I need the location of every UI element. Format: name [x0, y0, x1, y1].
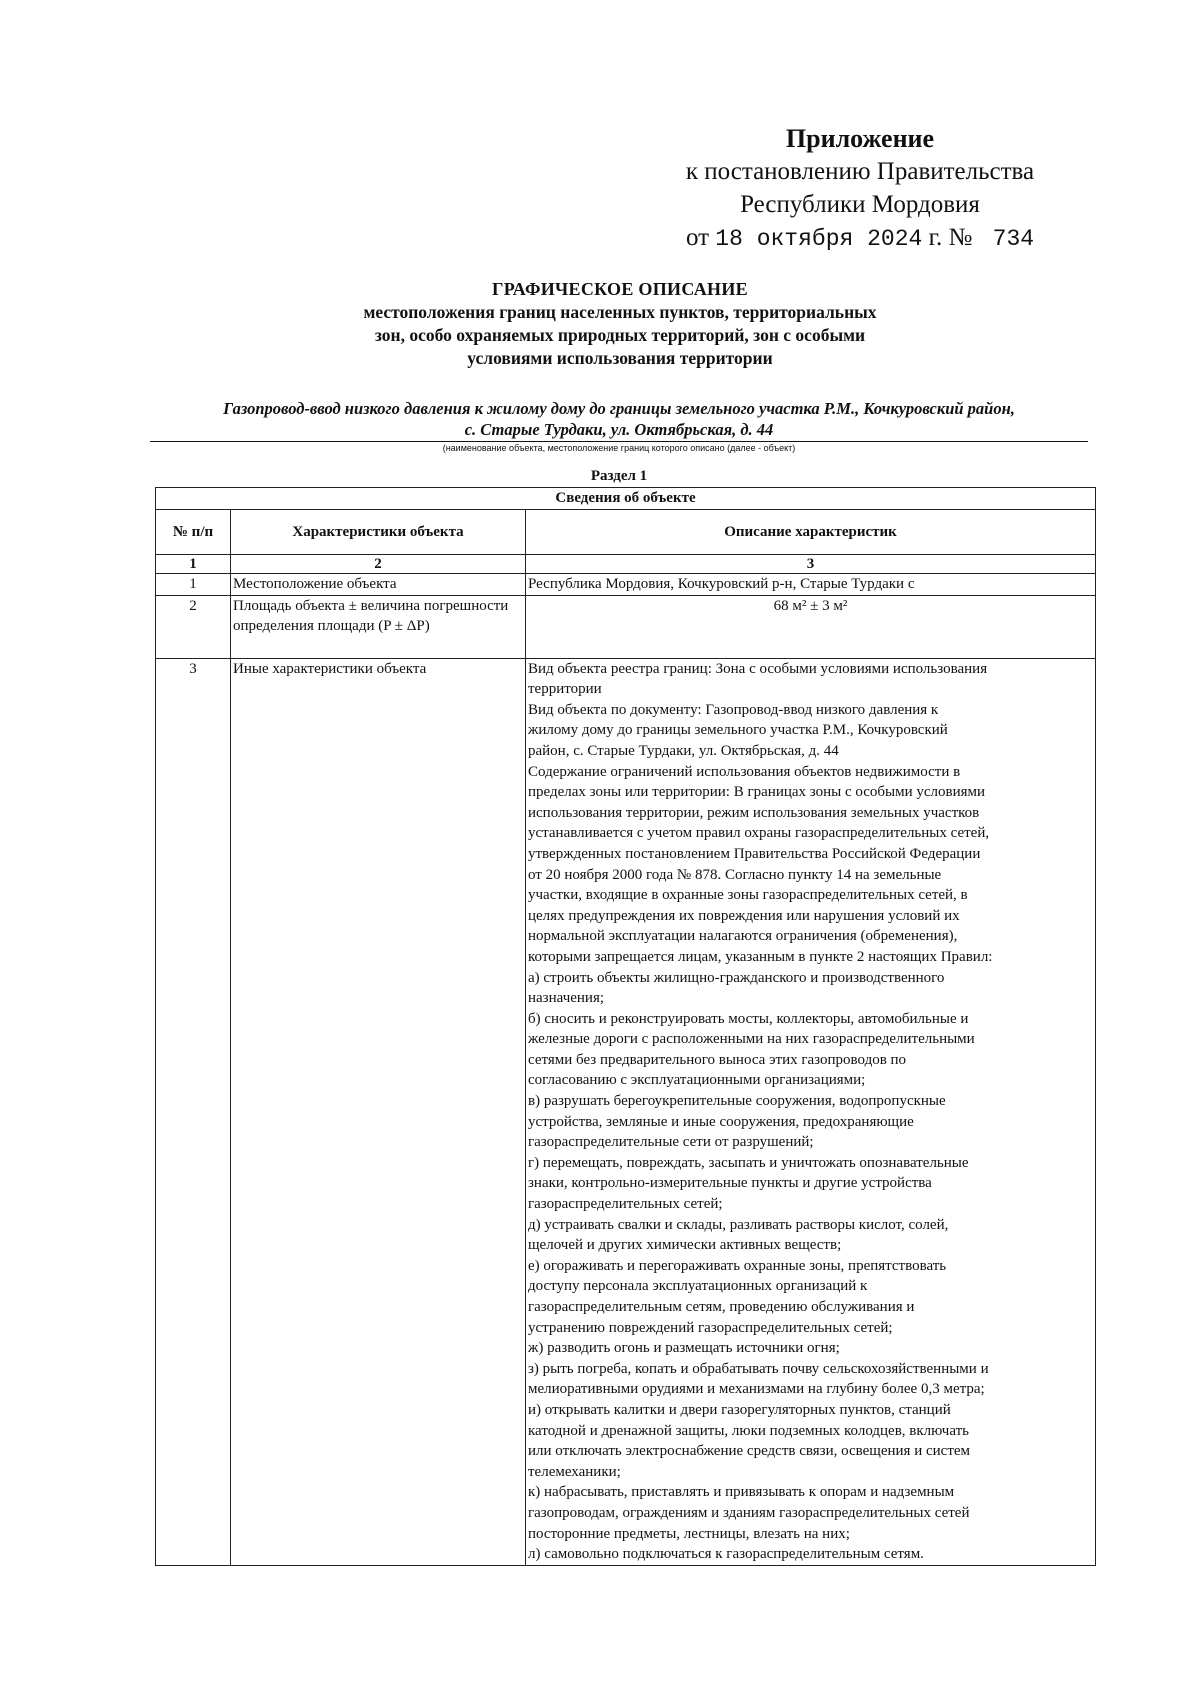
description-line: ж) разводить огонь и размещать источники огня; [528, 1340, 840, 1357]
header-num: № п/п [156, 510, 231, 555]
description-line: газораспределительных сетей; [528, 1196, 723, 1213]
subtitle-line-2: зон, особо охраняемых природных территорий, зон с особыми [374, 325, 866, 345]
description-line: г) перемещать, повреждать, засыпать и уничтожать опознавательные [528, 1154, 969, 1171]
document-title: ГРАФИЧЕСКОЕ ОПИСАНИЕ [492, 279, 748, 299]
row-num: 3 [156, 658, 231, 1565]
description-line: телемеханики; [528, 1463, 621, 1480]
table-row [156, 595, 1096, 658]
appendix-block [640, 122, 1080, 256]
description-line: устранению повреждений газораспределительных сетей; [528, 1319, 893, 1336]
table-caption: Сведения об объекте [156, 488, 1096, 510]
description-line: Содержание ограничений использования объектов недвижимости в [528, 763, 961, 780]
row-name: Иные характеристики объекта [231, 658, 526, 1565]
description-line: б) сносить и реконструировать мосты, коллекторы, автомобильные и [528, 1010, 969, 1027]
date-value: 18 октября 2024 [715, 226, 923, 252]
row-name: Местоположение объекта [231, 574, 526, 596]
description-line: район, с. Старые Турдаки, ул. Октябрьская, д. 44 [528, 742, 839, 759]
description-line: использования территории, режим использования земельных участков [528, 804, 980, 821]
description-line: нормальной эксплуатации налагаются ограничения (обременения), [528, 928, 958, 945]
description-line: щелочей и других химически активных веществ; [528, 1237, 842, 1254]
description-line: территории [528, 681, 602, 698]
description-line: от 20 ноября 2000 года № 878. Согласно пункту 14 на земельные [528, 866, 942, 883]
row-value: Республика Мордовия, Кочкуровский р-н, Старые Турдаки с [526, 574, 1096, 596]
description-line: Вид объекта реестра границ: Зона с особыми условиями использования [528, 660, 988, 677]
row-value: 68 м² ± 3 м² [526, 595, 1096, 658]
description-line: знаки, контрольно-измерительные пункты и другие устройства [528, 1175, 932, 1192]
description-line: д) устраивать свалки и склады, разливать растворы кислот, солей, [528, 1216, 949, 1233]
document-titles [150, 278, 1090, 370]
date-prefix: от [685, 224, 710, 251]
row-num: 1 [156, 574, 231, 596]
description-line: устанавливается с учетом правил охраны газораспределительных сетей, [528, 825, 990, 842]
date-suffix: г. № [928, 224, 973, 251]
description-line: посторонние предметы, лестницы, влезать на них; [528, 1525, 850, 1542]
description-line: назначения; [528, 990, 605, 1007]
description-line: которыми запрещается лицам, указанным в пункте 2 настоящих Правил: [528, 948, 993, 965]
object-name [150, 398, 1088, 442]
appendix-line-1: к постановлению Правительства [685, 158, 1035, 185]
col-number-3: 3 [526, 555, 1096, 574]
description-line: а) строить объекты жилищно-гражданского и производственного [528, 969, 945, 986]
description-line: л) самовольно подключаться к газораспределительным сетям. [528, 1546, 924, 1563]
table-row [156, 658, 1096, 1565]
description-line: в) разрушать берегоукрепительные сооружения, водопропускные [528, 1093, 946, 1110]
description-line: устройства, земляные и иные сооружения, предохраняющие [528, 1113, 914, 1130]
header-characteristic: Характеристики объекта [231, 510, 526, 555]
table-row [156, 574, 1096, 596]
description-line: утвержденных постановлением Правительства Российской Федерации [528, 845, 981, 862]
description-line: участки, входящие в охранные зоны газораспределительных сетей, в [528, 887, 968, 904]
description-line: з) рыть погреба, копать и обрабатывать почву сельскохозяйственными и [528, 1360, 989, 1377]
description-line: газораспределительным сетям, проведению обслуживания и [528, 1299, 915, 1315]
description-line: доступу персонала эксплуатационных организаций к [528, 1278, 868, 1295]
description-line: сетями без предварительного выноса этих газопроводов по [528, 1051, 907, 1068]
col-number-2: 2 [231, 555, 526, 574]
description-line: Вид объекта по документу: Газопровод-ввод низкого давления к [528, 701, 939, 718]
object-name-note: (наименование объекта, местоположение границ которого описано (далее - объект) [442, 443, 796, 453]
appendix-date-line [640, 221, 1080, 256]
row-num: 2 [156, 595, 231, 658]
object-name-line-2: с. Старые Турдаки, ул. Октябрьская, д. 44 [464, 420, 774, 439]
description-line: мелиоративными орудиями и механизмами на глубину более 0,3 метра; [528, 1381, 985, 1398]
section-title: Раздел 1 [590, 468, 648, 484]
object-name-line-1: Газопровод-ввод низкого давления к жилому дому до границы земельного участка Р.М., Кочкуровский район, [223, 399, 1015, 418]
description-line: или отключать электроснабжение средств связи, освещения и систем [528, 1443, 971, 1460]
header-description: Описание характеристик [526, 510, 1096, 555]
description-line: е) огораживать и перегораживать охранные зоны, препятствовать [528, 1257, 947, 1274]
description-line: к) набрасывать, приставлять и привязывать к опорам и надземным [528, 1484, 955, 1501]
description-line: газопроводам, ограждениям и зданиям газораспределительных сетей [528, 1504, 970, 1521]
description-line: жилому дому до границы земельного участка Р.М., Кочкуровский [528, 722, 948, 739]
description-line: газораспределительные сети от разрушений; [528, 1134, 814, 1151]
description-line: железные дороги с расположенными на них газораспределительными [528, 1031, 975, 1048]
description-line: и) открывать калитки и двери газорегуляторных пунктов, станций [528, 1401, 951, 1418]
description-line: согласованию с эксплуатационными организациями; [528, 1072, 866, 1089]
row-value [526, 658, 1096, 1565]
row-name: Площадь объекта ± величина погрешности определения площади (P ± ΔP) [231, 595, 526, 658]
subtitle-line-3: условиями использования территории [467, 348, 773, 368]
appendix-title: Приложение [785, 124, 935, 153]
description-line: целях предупреждения их повреждения или нарушения условий их [528, 907, 960, 924]
description-line: катодной и дренажной защиты, люки подземных колодцев, включать [528, 1422, 969, 1439]
appendix-line-2: Республики Мордовия [740, 191, 980, 218]
decree-number: 734 [992, 226, 1035, 252]
description-line: пределах зоны или территории: В границах зоны с особыми условиями [528, 784, 986, 801]
object-info-table [155, 487, 1096, 1566]
subtitle-line-1: местоположения границ населенных пунктов, территориальных [363, 302, 877, 322]
col-number-1: 1 [156, 555, 231, 574]
